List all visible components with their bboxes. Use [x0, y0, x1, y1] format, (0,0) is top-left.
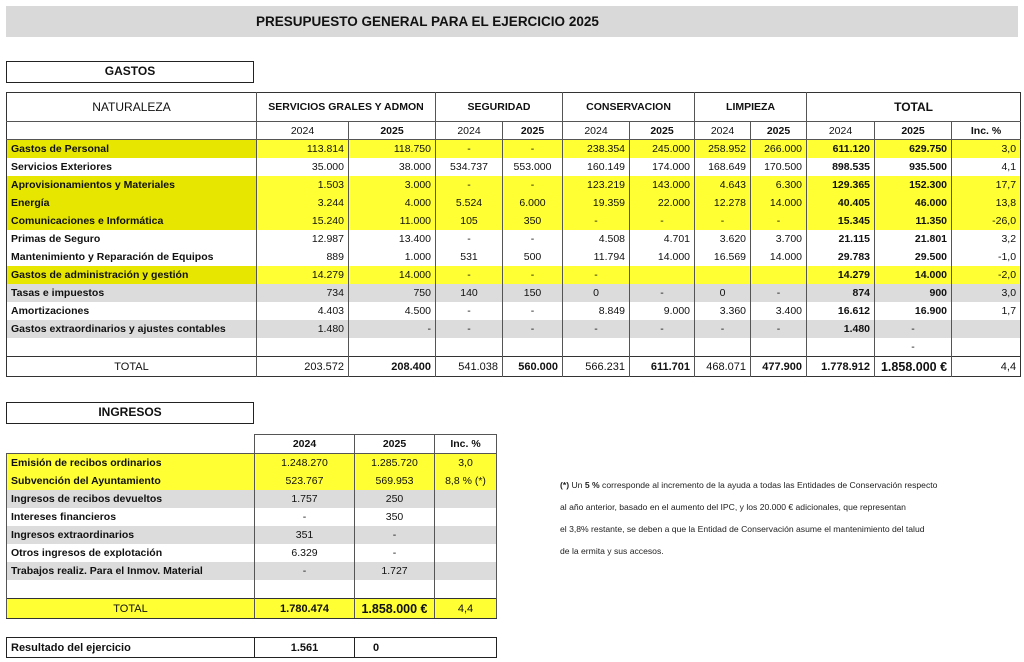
- gastos-cell: 14.000: [349, 266, 436, 284]
- gastos-cell: 15.345: [807, 212, 875, 230]
- gastos-cell: -: [503, 302, 563, 320]
- footnote-prefix: (*): [560, 480, 570, 490]
- gastos-cell: -: [503, 320, 563, 338]
- ingresos-cell: [435, 526, 497, 544]
- gastos-cell: 12.278: [695, 194, 751, 212]
- gastos-cell: 118.750: [349, 140, 436, 159]
- gastos-cell: 3.244: [257, 194, 349, 212]
- ingresos-cell: 1.285.720: [355, 454, 435, 473]
- ingresos-section-label: INGRESOS: [6, 402, 254, 424]
- ingresos-row: [7, 508, 497, 526]
- ingresos-cell: 6.329: [255, 544, 355, 562]
- gastos-cell: 152.300: [875, 176, 952, 194]
- gastos-cell: 734: [257, 284, 349, 302]
- gastos-cell: 40.405: [807, 194, 875, 212]
- gastos-row: [7, 194, 1021, 212]
- resultado-2025-value: 0: [373, 641, 380, 654]
- gastos-cell: 14.000: [630, 248, 695, 266]
- gastos-table: [6, 92, 1021, 377]
- ingresos-cell: [435, 544, 497, 562]
- ingresos-cell: [435, 562, 497, 580]
- gastos-cell: -: [630, 284, 695, 302]
- gastos-cell: [503, 338, 563, 357]
- ingresos-row: [7, 544, 497, 562]
- ingresos-cell: 569.953: [355, 472, 435, 490]
- ingresos-total-cell: 1.858.000 €: [355, 599, 435, 619]
- gastos-cell: 29.500: [875, 248, 952, 266]
- ingresos-row-label: Ingresos extraordinarios: [7, 526, 255, 544]
- ingresos-row: [7, 580, 497, 599]
- ingresos-cell: [255, 580, 355, 599]
- gastos-cell: 266.000: [751, 140, 807, 159]
- gastos-cell: 531: [436, 248, 503, 266]
- gastos-row: [7, 284, 1021, 302]
- gastos-total-cell: 566.231: [563, 357, 630, 377]
- ingresos-cell: [435, 580, 497, 599]
- gastos-cell: -: [436, 302, 503, 320]
- gastos-cell: [563, 338, 630, 357]
- ingresos-row-label: Trabajos realiz. Para el Inmov. Material: [7, 562, 255, 580]
- gastos-cell: -1,0: [952, 248, 1021, 266]
- footnote-line-1b: corresponde al incremento de la ayuda a todas las Entidades de Conservación respecto: [599, 480, 938, 490]
- gastos-cell: 900: [875, 284, 952, 302]
- footnote: [560, 474, 1000, 562]
- gastos-cell: 898.535: [807, 158, 875, 176]
- ingresos-cell: [355, 580, 435, 599]
- resultado-table: [6, 637, 497, 658]
- gastos-cell: 129.365: [807, 176, 875, 194]
- gastos-total-cell: 1.858.000 €: [875, 357, 952, 377]
- ingresos-header-blank: [7, 435, 255, 454]
- gastos-row: [7, 140, 1021, 159]
- gastos-cell: 8.849: [563, 302, 630, 320]
- ingresos-cell: -: [355, 526, 435, 544]
- gastos-total-cell: 611.701: [630, 357, 695, 377]
- year-header: 2025: [751, 122, 807, 140]
- ingresos-row-label: Emisión de recibos ordinarios: [7, 454, 255, 473]
- gastos-cell: 1.480: [807, 320, 875, 338]
- gastos-cell: 12.987: [257, 230, 349, 248]
- gastos-cell: [630, 338, 695, 357]
- gastos-cell: 5.524: [436, 194, 503, 212]
- gastos-total-cell: 4,4: [952, 357, 1021, 377]
- header-seguridad: SEGURIDAD: [436, 93, 563, 122]
- gastos-cell: 29.783: [807, 248, 875, 266]
- ingresos-cell: 1.757: [255, 490, 355, 508]
- page-title: PRESUPUESTO GENERAL PARA EL EJERCICIO 2025: [6, 6, 1018, 37]
- ingresos-cell: [435, 490, 497, 508]
- gastos-cell: 3,0: [952, 140, 1021, 159]
- ingresos-total-cell: 1.780.474: [255, 599, 355, 619]
- footnote-line-4: de la ermita y sus accesos.: [560, 546, 664, 556]
- gastos-cell: 15.240: [257, 212, 349, 230]
- gastos-cell: 16.569: [695, 248, 751, 266]
- gastos-total-cell: 477.900: [751, 357, 807, 377]
- year-header: 2024: [436, 122, 503, 140]
- gastos-cell: 9.000: [630, 302, 695, 320]
- ingresos-cell: [435, 508, 497, 526]
- gastos-cell: 17,7: [952, 176, 1021, 194]
- gastos-cell: 0: [695, 284, 751, 302]
- gastos-cell: 14.000: [751, 194, 807, 212]
- gastos-row: [7, 266, 1021, 284]
- year-header: 2024: [695, 122, 751, 140]
- gastos-row: [7, 212, 1021, 230]
- ingresos-cell: -: [255, 562, 355, 580]
- year-header: 2024: [257, 122, 349, 140]
- footnote-line-1a: Un: [569, 480, 585, 490]
- year-header-blank: [7, 122, 257, 140]
- gastos-cell: [952, 320, 1021, 338]
- resultado-label: Resultado del ejercicio: [7, 638, 255, 658]
- gastos-cell: -: [695, 320, 751, 338]
- gastos-row-label: Amortizaciones: [7, 302, 257, 320]
- ingresos-cell: -: [255, 508, 355, 526]
- gastos-cell: [630, 266, 695, 284]
- gastos-row-label: Servicios Exteriores: [7, 158, 257, 176]
- gastos-row-label: Primas de Seguro: [7, 230, 257, 248]
- gastos-cell: 4,1: [952, 158, 1021, 176]
- gastos-cell: [257, 338, 349, 357]
- gastos-cell: 168.649: [695, 158, 751, 176]
- gastos-row-label: Mantenimiento y Reparación de Equipos: [7, 248, 257, 266]
- gastos-cell: -: [503, 140, 563, 159]
- gastos-cell: -: [751, 320, 807, 338]
- gastos-cell: -: [436, 320, 503, 338]
- resultado-2025: [355, 638, 497, 658]
- ingresos-row: [7, 526, 497, 544]
- ingresos-row-label: Otros ingresos de explotación: [7, 544, 255, 562]
- resultado-2024: 1.561: [255, 638, 355, 658]
- gastos-cell: 11.794: [563, 248, 630, 266]
- gastos-row-label: Gastos extraordinarios y ajustes contables: [7, 320, 257, 338]
- gastos-cell: 16.612: [807, 302, 875, 320]
- ingresos-cell: 3,0: [435, 454, 497, 473]
- year-header: 2024: [807, 122, 875, 140]
- ingresos-row-label: Intereses financieros: [7, 508, 255, 526]
- gastos-cell: 143.000: [630, 176, 695, 194]
- gastos-cell: 238.354: [563, 140, 630, 159]
- ingresos-row-label: Subvención del Ayuntamiento: [7, 472, 255, 490]
- gastos-cell: 4.403: [257, 302, 349, 320]
- gastos-cell: 245.000: [630, 140, 695, 159]
- gastos-cell: -: [875, 320, 952, 338]
- gastos-cell: -: [563, 266, 630, 284]
- gastos-cell: 46.000: [875, 194, 952, 212]
- gastos-cell: 13,8: [952, 194, 1021, 212]
- gastos-cell: 14.000: [875, 266, 952, 284]
- gastos-cell: 21.115: [807, 230, 875, 248]
- gastos-cell: 14.279: [257, 266, 349, 284]
- gastos-cell: -: [436, 230, 503, 248]
- gastos-cell: -: [630, 320, 695, 338]
- gastos-total-cell: 468.071: [695, 357, 751, 377]
- gastos-cell: 16.900: [875, 302, 952, 320]
- ingresos-cell: -: [355, 544, 435, 562]
- gastos-total-label: TOTAL: [7, 357, 257, 377]
- gastos-cell: 3,0: [952, 284, 1021, 302]
- gastos-row-label: Comunicaciones e Informática: [7, 212, 257, 230]
- gastos-cell: 11.000: [349, 212, 436, 230]
- gastos-row: [7, 248, 1021, 266]
- ingresos-total-cell: 4,4: [435, 599, 497, 619]
- gastos-cell: 13.400: [349, 230, 436, 248]
- gastos-cell: 889: [257, 248, 349, 266]
- ingresos-cell: 8,8 % (*): [435, 472, 497, 490]
- gastos-cell: 4.500: [349, 302, 436, 320]
- gastos-total-cell: 541.038: [436, 357, 503, 377]
- gastos-cell: 258.952: [695, 140, 751, 159]
- gastos-cell: [349, 338, 436, 357]
- gastos-cell: 3.000: [349, 176, 436, 194]
- gastos-cell: 874: [807, 284, 875, 302]
- header-conservacion: CONSERVACION: [563, 93, 695, 122]
- gastos-cell: 123.219: [563, 176, 630, 194]
- gastos-cell: 170.500: [751, 158, 807, 176]
- ingresos-cell: 351: [255, 526, 355, 544]
- ingresos-row: [7, 562, 497, 580]
- ingresos-total-label: TOTAL: [7, 599, 255, 619]
- gastos-cell: 38.000: [349, 158, 436, 176]
- gastos-cell: 6.300: [751, 176, 807, 194]
- ingresos-cell: 523.767: [255, 472, 355, 490]
- ingresos-table: [6, 434, 497, 619]
- gastos-cell: 3.700: [751, 230, 807, 248]
- gastos-row: [7, 302, 1021, 320]
- gastos-cell: -: [503, 176, 563, 194]
- gastos-row: [7, 176, 1021, 194]
- gastos-cell: 350: [503, 212, 563, 230]
- gastos-cell: 21.801: [875, 230, 952, 248]
- gastos-cell: -: [503, 230, 563, 248]
- gastos-total-cell: 1.778.912: [807, 357, 875, 377]
- gastos-cell: [807, 338, 875, 357]
- header-servicios: SERVICIOS GRALES Y ADMON: [257, 93, 436, 122]
- ingresos-cell: 250: [355, 490, 435, 508]
- gastos-cell: 4.508: [563, 230, 630, 248]
- gastos-cell: 3.360: [695, 302, 751, 320]
- header-limpieza: LIMPIEZA: [695, 93, 807, 122]
- gastos-cell: 174.000: [630, 158, 695, 176]
- gastos-total-cell: 560.000: [503, 357, 563, 377]
- footnote-line-3: el 3,8% restante, se deben a que la Entidad de Conservación asume el mantenimiento del talud: [560, 524, 925, 534]
- year-header: 2025: [349, 122, 436, 140]
- ingresos-row-label: [7, 580, 255, 599]
- gastos-cell: 22.000: [630, 194, 695, 212]
- year-header: 2025: [875, 122, 952, 140]
- gastos-cell: 1.000: [349, 248, 436, 266]
- gastos-cell: 4.701: [630, 230, 695, 248]
- gastos-cell: [436, 338, 503, 357]
- gastos-cell: 35.000: [257, 158, 349, 176]
- gastos-cell: 160.149: [563, 158, 630, 176]
- gastos-cell: -: [436, 176, 503, 194]
- gastos-total-cell: 203.572: [257, 357, 349, 377]
- ingresos-row: [7, 454, 497, 473]
- gastos-cell: 0: [563, 284, 630, 302]
- gastos-cell: -: [751, 284, 807, 302]
- gastos-cell: [751, 338, 807, 357]
- ingresos-header: 2024: [255, 435, 355, 454]
- gastos-row-label: Aprovisionamientos y Materiales: [7, 176, 257, 194]
- gastos-cell: 750: [349, 284, 436, 302]
- ingresos-cell: 1.727: [355, 562, 435, 580]
- gastos-cell: -: [695, 212, 751, 230]
- gastos-cell: 140: [436, 284, 503, 302]
- gastos-row-label: Gastos de Personal: [7, 140, 257, 159]
- gastos-cell: 150: [503, 284, 563, 302]
- gastos-row: [7, 320, 1021, 338]
- gastos-cell: -: [349, 320, 436, 338]
- gastos-cell: 14.000: [751, 248, 807, 266]
- gastos-cell: 14.279: [807, 266, 875, 284]
- gastos-section-label: GASTOS: [6, 61, 254, 83]
- gastos-cell: 4.643: [695, 176, 751, 194]
- gastos-row-label: Gastos de administración y gestión: [7, 266, 257, 284]
- gastos-cell: 1.503: [257, 176, 349, 194]
- gastos-row-label: [7, 338, 257, 357]
- gastos-cell: -: [751, 212, 807, 230]
- ingresos-header: 2025: [355, 435, 435, 454]
- gastos-cell: 113.814: [257, 140, 349, 159]
- gastos-cell: 3.620: [695, 230, 751, 248]
- gastos-row: [7, 230, 1021, 248]
- header-total: TOTAL: [807, 93, 1021, 122]
- gastos-cell: 553.000: [503, 158, 563, 176]
- footnote-percent: 5 %: [584, 480, 600, 490]
- ingresos-header: Inc. %: [435, 435, 497, 454]
- gastos-cell: [952, 338, 1021, 357]
- gastos-cell: 11.350: [875, 212, 952, 230]
- gastos-cell: -: [503, 266, 563, 284]
- gastos-cell: -: [630, 212, 695, 230]
- gastos-total-cell: 208.400: [349, 357, 436, 377]
- year-header: 2025: [503, 122, 563, 140]
- ingresos-cell: 1.248.270: [255, 454, 355, 473]
- gastos-cell: -: [563, 320, 630, 338]
- gastos-row-label: Energía: [7, 194, 257, 212]
- gastos-cell: -2,0: [952, 266, 1021, 284]
- gastos-cell: [695, 266, 751, 284]
- gastos-cell: 3,2: [952, 230, 1021, 248]
- gastos-cell: 1.480: [257, 320, 349, 338]
- gastos-cell: -: [563, 212, 630, 230]
- header-naturaleza: NATURALEZA: [7, 93, 257, 122]
- gastos-cell: -: [875, 338, 952, 357]
- gastos-cell: 534.737: [436, 158, 503, 176]
- gastos-cell: 629.750: [875, 140, 952, 159]
- gastos-cell: -: [436, 140, 503, 159]
- gastos-cell: 500: [503, 248, 563, 266]
- gastos-cell: 1,7: [952, 302, 1021, 320]
- footnote-line-2: al año anterior, basado en el aumento del IPC, y los 20.000 € adicionales, que representan: [560, 502, 906, 512]
- gastos-cell: -: [436, 266, 503, 284]
- ingresos-row: [7, 472, 497, 490]
- gastos-cell: 6.000: [503, 194, 563, 212]
- gastos-cell: [751, 266, 807, 284]
- ingresos-row-label: Ingresos de recibos devueltos: [7, 490, 255, 508]
- gastos-cell: 3.400: [751, 302, 807, 320]
- gastos-cell: 4.000: [349, 194, 436, 212]
- gastos-row: [7, 338, 1021, 357]
- ingresos-row: [7, 490, 497, 508]
- footnote-line-1: [560, 474, 1000, 496]
- year-header: 2025: [630, 122, 695, 140]
- gastos-cell: 105: [436, 212, 503, 230]
- gastos-cell: [695, 338, 751, 357]
- gastos-row-label: Tasas e impuestos: [7, 284, 257, 302]
- gastos-cell: 935.500: [875, 158, 952, 176]
- gastos-row: [7, 158, 1021, 176]
- gastos-cell: 19.359: [563, 194, 630, 212]
- gastos-cell: 611.120: [807, 140, 875, 159]
- year-header: Inc. %: [952, 122, 1021, 140]
- year-header: 2024: [563, 122, 630, 140]
- gastos-cell: -26,0: [952, 212, 1021, 230]
- ingresos-cell: 350: [355, 508, 435, 526]
